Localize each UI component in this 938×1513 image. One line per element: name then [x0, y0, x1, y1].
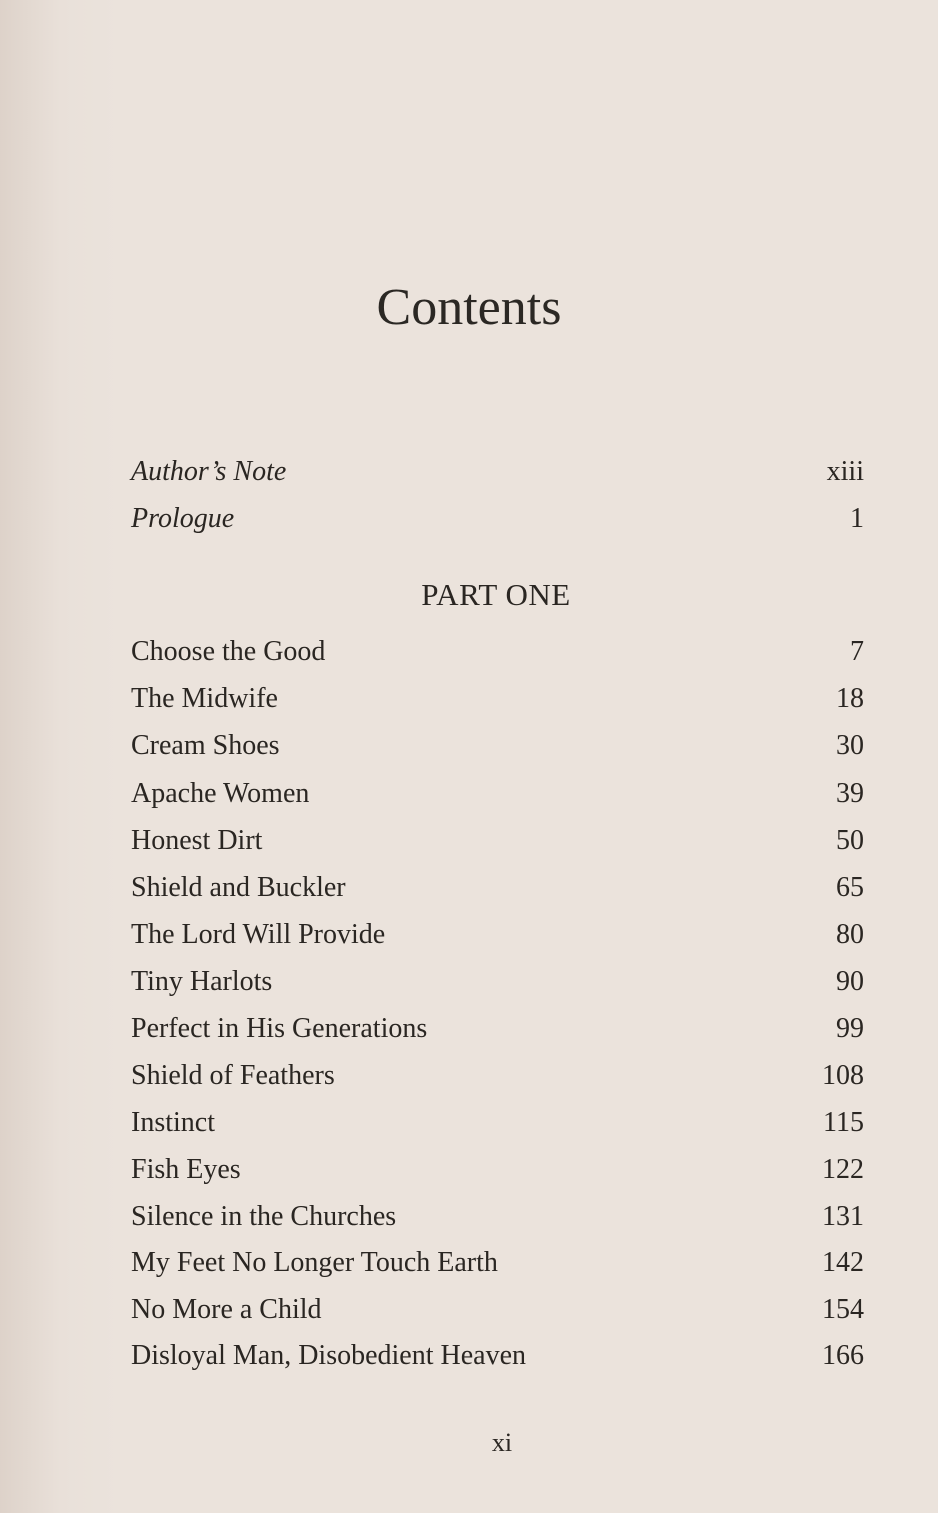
toc-entry-label: Prologue	[131, 503, 235, 534]
toc-entry	[131, 919, 864, 959]
toc-entry-label: Choose the Good	[131, 636, 326, 667]
toc-entry	[131, 1013, 864, 1053]
toc-entry	[131, 966, 864, 1006]
toc-entry	[131, 683, 864, 723]
toc-entry-label: Honest Dirt	[131, 825, 263, 856]
toc-entry	[131, 1201, 864, 1241]
toc-entry-label: Cream Shoes	[131, 730, 280, 761]
toc-entry	[131, 1294, 864, 1334]
toc-entry-page: 80	[836, 919, 864, 950]
toc-entry-page: 122	[822, 1154, 864, 1185]
toc-entry-label: The Midwife	[131, 683, 278, 714]
toc-entry-page: 50	[836, 825, 864, 856]
toc-entry	[131, 1107, 864, 1147]
toc-entry-page: 142	[822, 1247, 864, 1278]
toc-entry	[131, 872, 864, 912]
toc-entry-label: Fish Eyes	[131, 1154, 241, 1185]
toc-entry-page: 166	[822, 1340, 864, 1371]
toc-entry-label: Disloyal Man, Disobedient Heaven	[131, 1340, 527, 1371]
toc-entry	[131, 825, 864, 865]
toc-entry-label: Shield and Buckler	[131, 872, 346, 903]
toc-entry-prologue	[131, 503, 864, 543]
toc-entry-page: 18	[836, 683, 864, 714]
toc-entry-page: 90	[836, 966, 864, 997]
toc-entry	[131, 778, 864, 818]
toc-entry	[131, 1340, 864, 1380]
toc-entry-label: Tiny Harlots	[131, 966, 273, 997]
toc-entry-authors-note	[131, 456, 864, 496]
toc-entry-page: 108	[822, 1060, 864, 1091]
toc-entry-page: 154	[822, 1294, 864, 1325]
toc-entry-label: Apache Women	[131, 778, 310, 809]
toc-entry-page: 115	[823, 1107, 864, 1138]
toc-entry	[131, 1247, 864, 1287]
part-heading: PART ONE	[421, 577, 571, 612]
toc-entry	[131, 636, 864, 676]
page-number: xi	[491, 1428, 513, 1457]
toc-entry-page: 1	[850, 503, 864, 534]
toc-entry	[131, 1154, 864, 1194]
toc-entry-page: 39	[836, 778, 864, 809]
toc-entry-label: Shield of Feathers	[131, 1060, 335, 1091]
toc-entry-page: xiii	[826, 456, 864, 487]
toc-entry-label: Perfect in His Generations	[131, 1013, 428, 1044]
toc-entry-label: No More a Child	[131, 1294, 322, 1325]
toc-entry	[131, 730, 864, 770]
toc-entry-label: My Feet No Longer Touch Earth	[131, 1247, 498, 1278]
toc-entry-page: 99	[836, 1013, 864, 1044]
toc-entry-page: 65	[836, 872, 864, 903]
toc-entry-label: Silence in the Churches	[131, 1201, 397, 1232]
toc-entry-label: Instinct	[131, 1107, 215, 1138]
toc-entry-page: 131	[822, 1201, 864, 1232]
toc-entry-page: 30	[836, 730, 864, 761]
page-title: Contents	[376, 279, 562, 336]
toc-entry-page: 7	[850, 636, 864, 667]
toc-entry-label: Author’s Note	[131, 456, 287, 487]
toc-entry	[131, 1060, 864, 1100]
toc-entry-label: The Lord Will Provide	[131, 919, 386, 950]
